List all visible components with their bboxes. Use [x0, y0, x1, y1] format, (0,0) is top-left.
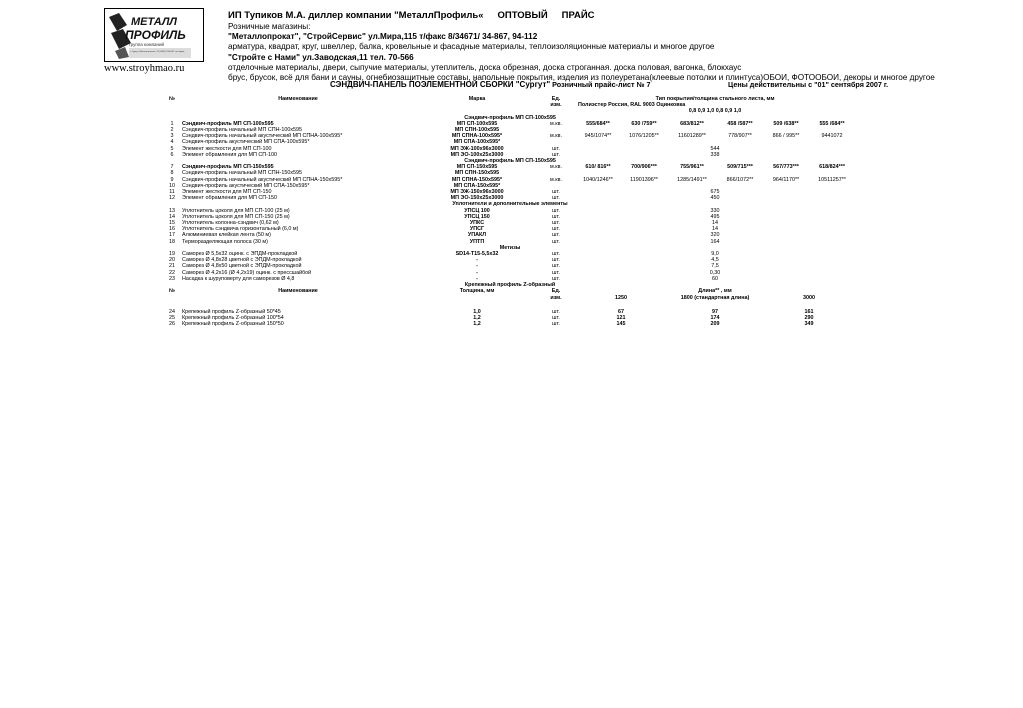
row-mark: - [476, 263, 478, 270]
row-price-p2: 1076/1205** [629, 133, 659, 140]
row-price-p3: 1285/1491** [677, 176, 707, 183]
row-number: 7 [170, 164, 174, 171]
row-length-l3: 290 [804, 314, 814, 321]
row-name: Крепежный профиль Z-образный 100*54 [182, 314, 284, 321]
row-number: 23 [169, 275, 175, 282]
row-number: 8 [170, 170, 174, 177]
row-number: 10 [169, 182, 175, 189]
shops-label: Розничные магазины: [228, 22, 311, 31]
row-unit: шт. [552, 145, 560, 152]
sheet-title [330, 80, 970, 89]
row-price-p6: 555 /684** [819, 120, 845, 127]
row-name: Терморазделяющая полоса (30 м) [182, 238, 268, 245]
row-price-p4: 458 /587** [727, 120, 753, 127]
spacer-row [165, 301, 855, 309]
row-unit: шт. [552, 207, 560, 214]
logo-small-text: г. Сургут, Магистральная, 12 (3462) 234-567 тел./факс [130, 51, 185, 53]
row-name: Крепежный профиль Z-образный 50*45 [182, 308, 281, 315]
z-col-length-1800: 1800 (стандартная длина) [680, 294, 750, 301]
header-tag-price: ПРАЙС [561, 10, 595, 21]
row-number: 21 [169, 263, 175, 270]
sheet-date: Цены действительны с "01" сентября 2007 г. [728, 80, 889, 89]
row-length-l3: 349 [804, 321, 814, 328]
shop1-goods: арматура, квадрат, круг, швеллер, балка, кровельные и фасадные материалы, теплоизоляционные материалы и многое другое [228, 42, 715, 52]
row-number: 13 [169, 207, 175, 214]
col-mark: Марка [468, 96, 486, 102]
row-mark: - [476, 269, 478, 276]
row-price-p6: 10511257** [818, 176, 846, 183]
row-mark: УПАКЛ [467, 232, 487, 239]
row-number: 19 [169, 251, 175, 258]
row-number: 2 [170, 127, 174, 134]
z-col-length-3000: 3000 [803, 294, 816, 301]
z-col-length-1250: 1250 [615, 294, 627, 301]
row-mark: - [476, 257, 478, 264]
row-mark: УПТП [469, 238, 485, 245]
row-number: 5 [170, 145, 174, 152]
row-unit: шт. [552, 314, 560, 321]
row-price: 338 [710, 151, 720, 158]
row-price-p6: 618/824*** [819, 164, 845, 171]
row-name: Уплотнитель цоколя для МП СП-100 (25 м) [182, 207, 290, 214]
row-price-p6: 9441072 [821, 133, 843, 140]
row-name: Крепежный профиль Z-образный 150*50 [182, 321, 284, 328]
row-name: Сэндвич-профиль начальный МП СПН-100х595 [182, 127, 303, 134]
row-name: Уплотнитель сэндвича горизонтальный (6,0 м) [182, 226, 299, 233]
row-mark: МП ЭЖ-150х96х3000 [450, 189, 504, 196]
row-price-p3: 683/812** [680, 120, 704, 127]
row-unit: шт. [552, 308, 560, 315]
row-name: Сэндвич-профиль МП СП-150х595 [182, 164, 274, 171]
row-price: 450 [710, 195, 720, 202]
section-title: Уплотнители и дополнительные элементы [452, 201, 568, 208]
z-col-unit-2: изм. [550, 294, 562, 301]
row-unit: шт. [552, 238, 560, 245]
row-unit: шт. [552, 213, 560, 220]
sheet-number: Розничный прайс-лист № 7 [552, 80, 651, 89]
row-number: 1 [170, 120, 174, 127]
row-unit: шт. [552, 195, 560, 202]
row-price: 330 [710, 207, 720, 214]
row-unit: шт. [552, 189, 560, 196]
row-name: Насадка к шуруповерту для саморезов Ø 4,8 [182, 275, 295, 282]
row-name: Элемент жесткости для МП СП-150 [182, 189, 272, 196]
z-col-name: Наименование [278, 288, 318, 295]
row-price: 14 [712, 226, 719, 233]
col-name: Наименование [278, 96, 318, 102]
row-number: 24 [169, 308, 175, 315]
row-name: Саморез Ø 4,8х50 цветной с ЭПДМ-прокладкой [182, 263, 302, 270]
row-price-p3: 755/961** [680, 164, 704, 171]
row-number: 12 [169, 195, 175, 202]
row-mark: SD14-Т15-5,5х32 [455, 251, 499, 258]
row-mark: МП ЭО-150х25х3000 [450, 195, 504, 202]
row-thickness: 1,2 [473, 314, 481, 321]
row-mark: УПКС [469, 220, 485, 227]
row-mark: МП СПНА-150х595* [451, 176, 503, 183]
row-name: Сэндвич-профиль акустический МП СПА-150х595* [182, 182, 310, 189]
row-length-l2: 174 [710, 314, 720, 321]
row-name: Сэндвич-профиль начальный акустический МП СПНА-150х595* [182, 176, 343, 183]
row-unit: шт. [552, 269, 560, 276]
row-price: 14 [712, 220, 719, 227]
row-number: 17 [169, 232, 175, 239]
price-table [165, 96, 855, 327]
row-unit: шт. [552, 275, 560, 282]
row-mark: МП СП-100х595 [456, 120, 498, 127]
row-price-p1: 1040/1246** [583, 176, 613, 183]
row-name: Сэндвич-профиль начальный акустический МП СПНА-100х595* [182, 133, 343, 140]
row-mark: МП СПА-100х595* [453, 139, 501, 146]
row-name: Саморез Ø 4,2х16 (Ø 4,2х19) оцинк. с прессшайбой [182, 269, 312, 276]
company-logo [104, 8, 204, 62]
row-name: Уплотнитель колонна-сэндвич (0,62 м) [182, 220, 279, 227]
col-coating-2: Полиэстер Россия, RAL 9003 Оцинковка [578, 102, 686, 109]
row-number: 26 [169, 321, 175, 328]
sheet-title-main: СЭНДВИЧ-ПАНЕЛЬ ПОЭЛЕМЕНТНОЙ СБОРКИ "Сургут" [330, 80, 551, 89]
z-col-unit: Ед. [551, 288, 561, 295]
row-price: 9,0 [711, 251, 719, 258]
row-name: Саморез Ø 4,8х28 цветной с ЭПДМ-прокладкой [182, 257, 302, 264]
row-unit: м.кв. [550, 164, 562, 171]
row-number: 4 [170, 139, 174, 146]
col-unit-2: изм. [550, 102, 562, 109]
row-mark: МП СПНА-100х595* [451, 133, 503, 140]
row-unit: шт. [552, 151, 560, 158]
col-thickness: 0,8 0,9 1,0 0,8 0,9 1,0 [688, 108, 742, 115]
row-mark: - [476, 275, 478, 282]
row-unit: шт. [552, 226, 560, 233]
table-row [165, 321, 855, 327]
row-mark: МП ЭЖ-100х96х3000 [450, 145, 504, 152]
row-price: 164 [710, 238, 720, 245]
row-length-l3: 161 [804, 308, 814, 315]
row-price: 320 [710, 232, 720, 239]
row-mark: УПСЦ 150 [464, 213, 490, 220]
row-price-p4: 778/907** [728, 133, 752, 140]
row-price-p5: 567/773*** [773, 164, 799, 171]
row-price-p1: 945/1074** [584, 133, 612, 140]
row-name: Саморез Ø 5,5х32 оцинк. с ЭПДМ-прокладкой [182, 251, 298, 258]
section-title: Сэндвич-профиль МП СП-150х595 [464, 158, 556, 165]
logo-line1: МЕТАЛЛ [131, 16, 177, 28]
row-number: 14 [169, 213, 175, 220]
row-mark: МП СПН-100х595 [454, 127, 500, 134]
row-price: 60 [712, 275, 719, 282]
row-mark: МП СПА-150х595* [453, 182, 501, 189]
z-col-length: Длина** , мм [698, 288, 732, 295]
row-mark: УПСЦ 100 [464, 207, 490, 214]
row-price-p5: 509 /638** [773, 120, 799, 127]
row-price: 495 [710, 213, 720, 220]
row-price-p5: 964/1170** [772, 176, 800, 183]
row-price: 7,5 [711, 263, 719, 270]
col-coating: Тип покрытия/толщина стального листа, мм [655, 96, 775, 102]
header [228, 10, 1018, 83]
section-title: Сэндвич-профиль МП СП-100х595 [464, 114, 556, 121]
row-mark: МП СП-150х595 [456, 164, 498, 171]
shop2-address: "Стройте с Нами" ул.Заводская,11 тел. 70-566 [228, 52, 414, 62]
row-number: 11 [169, 189, 175, 196]
row-name: Сэндвич-профиль начальный МП СПН-150х595 [182, 170, 303, 177]
logo-line2: ПРОФИЛЬ [125, 28, 186, 42]
row-price-p3: 11601289** [678, 133, 706, 140]
row-price-p5: 866 / 995** [772, 133, 800, 140]
row-length-l1: 67 [618, 308, 624, 315]
row-length-l2: 209 [710, 321, 720, 328]
row-number: 25 [169, 314, 175, 321]
z-col-thickness: Толщина, мм [459, 288, 495, 295]
row-number: 3 [170, 133, 174, 140]
shop1-address: "Металлопрокат", "СтройСервис" ул.Мира,115 т/факс 8/34671/ 34-867, 94-112 [228, 32, 538, 42]
site-url[interactable]: www.stroyhmao.ru [104, 63, 185, 74]
row-price-p2: 11901396** [630, 176, 658, 183]
metallprofil-logo-icon [105, 9, 204, 62]
row-unit: м.кв. [550, 120, 562, 127]
row-price-p4: 509/715*** [727, 164, 753, 171]
row-unit: шт. [552, 321, 560, 328]
row-length-l1: 145 [616, 321, 626, 328]
row-unit: шт. [552, 232, 560, 239]
row-name: Уплотнитель цоколя для МП СП-150 (25 м) [182, 213, 290, 220]
section-title: Крепежный профиль Z-образный [464, 282, 556, 289]
row-number: 6 [170, 151, 174, 158]
row-price: 0,30 [709, 269, 721, 276]
row-number: 20 [169, 257, 175, 264]
price-table-body [165, 96, 855, 327]
row-unit: м.кв. [550, 176, 562, 183]
logo-line3: группа компаний [129, 42, 165, 47]
empty-cell [165, 301, 855, 309]
header-tag-opt: ОПТОВЫЙ [497, 10, 548, 21]
row-price-p1: 555/684** [586, 120, 610, 127]
shop2-goods1: отделочные материалы, двери, сыпучие материалы, утеплитель, доска обрезная, доска строганная. доска половая, вагонка, блокхаус [228, 62, 742, 72]
col-no: № [168, 96, 175, 102]
row-price: 544 [710, 145, 720, 152]
row-number: 16 [169, 226, 175, 233]
row-number: 22 [169, 269, 175, 276]
row-number: 18 [169, 238, 175, 245]
row-name: Сэндвич-профиль акустический МП СПА-100х595* [182, 139, 310, 146]
row-name: Элемент жесткости для МП СП-100 [182, 145, 272, 152]
header-title-main: ИП Тупиков М.А. диллер компании "МеталлПрофиль« [228, 10, 484, 21]
row-length-l2: 97 [712, 308, 718, 315]
row-price: 4,5 [711, 257, 719, 264]
row-price-p4: 866/1072** [726, 176, 754, 183]
row-unit: шт. [552, 251, 560, 258]
row-unit: шт. [552, 220, 560, 227]
shop2-goods2: брус, брусок, всё для бани и сауны, огнебиозащитные составы, напольные покрытия, изделия из полеуретана(клеевые потолки и плинтуса)ОБОИ, ФОТООБОИ, декоры и многое другое [228, 73, 935, 83]
row-price: 675 [710, 189, 720, 196]
row-number: 9 [170, 176, 174, 183]
row-mark: МП СПН-150х595 [454, 170, 500, 177]
row-price-p2: 700/906*** [631, 164, 657, 171]
row-price-p2: 630 /759** [631, 120, 657, 127]
z-col-no: № [168, 288, 175, 295]
row-name: Элемент обрамления для МП СП-100 [182, 151, 277, 158]
row-unit: м.кв. [550, 133, 562, 140]
row-unit: шт. [552, 263, 560, 270]
row-mark: МП ЭО-100х25х3000 [450, 151, 504, 158]
row-length-l1: 121 [616, 314, 626, 321]
row-price-p1: 610/ 816** [585, 164, 611, 171]
section-title: Метизы [499, 244, 521, 251]
row-unit: шт. [552, 257, 560, 264]
col-unit: Ед. [551, 96, 561, 102]
row-name: Сэндвич-профиль МП СП-100х595 [182, 120, 274, 127]
header-title [228, 10, 1018, 22]
row-mark: УПСГ [469, 226, 485, 233]
row-thickness: 1,0 [473, 308, 481, 315]
row-number: 15 [169, 220, 175, 227]
row-thickness: 1,2 [473, 321, 481, 328]
row-name: Алюминиевая клейкая лента (50 м) [182, 232, 271, 239]
row-name: Элемент обрамления для МП СП-150 [182, 195, 277, 202]
